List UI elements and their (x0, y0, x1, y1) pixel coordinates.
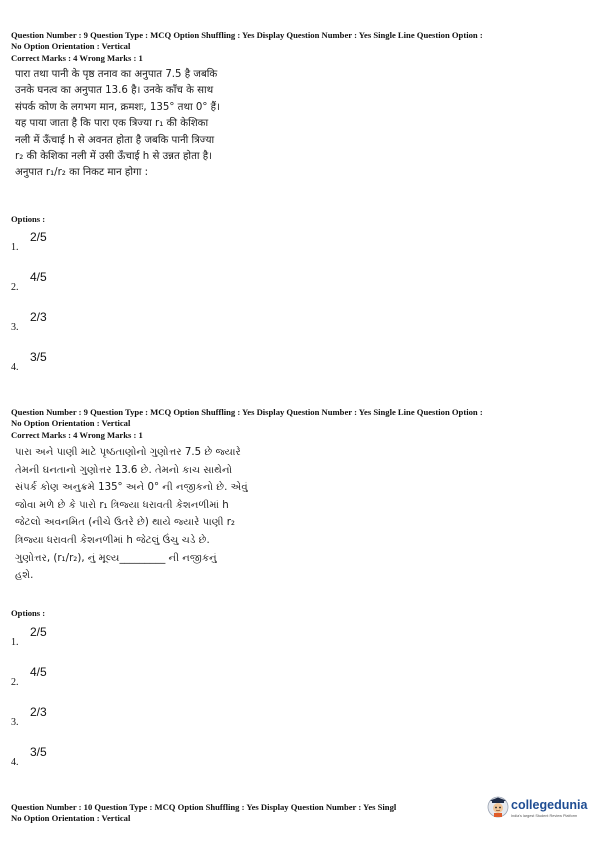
question-text-line: સંપર્ક કોણ અનુક્રમે 135° અને 0° ની નજીકનો છે. એવું (15, 482, 248, 494)
option-number: 1. (11, 637, 19, 648)
question-meta-line: Question Number : 10 Question Type : MCQ Option Shuffling : Yes Display Question Number : Yes Singl (11, 802, 397, 812)
option-item[interactable] (11, 625, 131, 655)
question-meta-line: No Option Orientation : Vertical (11, 40, 131, 51)
collegedunia-logo (487, 796, 593, 826)
question-text-line: पारा तथा पानी के पृष्ठ तनाव का अनुपात 7.5 है जबकि (15, 69, 218, 80)
question-text-line: જેટલો અવનમિત (નીચે ઉતરે છે) થાયે જ્યારે પાણી r₂ (15, 517, 235, 529)
question-text-line: संपर्क कोण के लगभग मान, क्रमशः, 135° तथा 0° हैं। (15, 101, 220, 113)
option-item[interactable] (11, 665, 131, 695)
option-number: 3. (11, 322, 19, 333)
option-value: 3/5 (30, 350, 47, 364)
option-number: 1. (11, 242, 19, 253)
options-label: Options : (11, 214, 46, 224)
option-number: 2. (11, 677, 19, 688)
question-text-line: ત્રિજ્યા ધરાવતી કેશનળીમાં h જેટલું ઉંચુ ચડે છે. (15, 534, 210, 546)
question-meta-line: Question Number : 9 Question Type : MCQ Option Shuffling : Yes Display Question Number : Yes Single Line Question Option : (11, 30, 483, 40)
question-header (11, 802, 481, 823)
question-meta-line: No Option Orientation : Vertical (11, 417, 131, 428)
option-value: 4/5 (30, 270, 47, 284)
question-meta-line: Question Number : 9 Question Type : MCQ Option Shuffling : Yes Display Question Number : Yes Single Line Question Option : (11, 407, 483, 417)
option-value: 2/3 (30, 310, 47, 324)
options-label: Options : (11, 608, 46, 618)
question-text-line: नली में ऊँचाई h से अवनत होता है जबकि पानी त्रिज्या (15, 134, 215, 146)
option-number: 3. (11, 717, 19, 728)
question-header (11, 30, 586, 64)
option-item[interactable] (11, 310, 131, 340)
option-number: 4. (11, 757, 19, 768)
option-number: 2. (11, 282, 19, 293)
marks-line: Correct Marks : 4 Wrong Marks : 1 (11, 53, 143, 63)
option-value: 2/5 (30, 230, 47, 244)
question-text-line: ગુણોત્તર, (r₁/r₂), નું મૂલ્ય_________ ની નજીકનું (15, 552, 217, 564)
logo-wordmark: collegedunia (511, 798, 588, 812)
question-text-line: अनुपात r₁/r₂ का निकट मान होगा : (15, 167, 149, 179)
option-value: 3/5 (30, 745, 47, 759)
question-text-line: જોવા મળે છે કે પારો r₁ ત્રિજ્યા ધરાવતી કેશનળીમાં h (15, 499, 229, 511)
question-text-line: તેમની ઘનતાનો ગુણોત્તર 13.6 છે. તેમનો કાચ સાથેનો (15, 464, 233, 476)
question-text-line: r₂ की केशिका नली में उसी ऊँचाई h से उन्नत होता है। (15, 151, 213, 163)
question-text (15, 444, 285, 585)
question-header (11, 407, 586, 441)
option-item[interactable] (11, 705, 131, 735)
question-text-line: उनके घनत्व का अनुपात 13.6 है। उनके काँच के साथ (15, 85, 214, 97)
option-item[interactable] (11, 230, 131, 260)
question-text-line: પારા અને પાણી માટે પૃષ્ઠતાણોનો ગુણોત્તર 7.5 છે જ્યારે (15, 447, 241, 458)
mascot-icon (487, 796, 509, 818)
option-value: 2/3 (30, 705, 47, 719)
question-text-line: यह पाया जाता है कि पारा एक त्रिज्या r₁ की केशिका (15, 118, 209, 130)
option-item[interactable] (11, 745, 131, 775)
question-text-line: હશે. (15, 570, 34, 582)
option-value: 2/5 (30, 625, 47, 639)
question-meta-line: No Option Orientation : Vertical (11, 812, 131, 823)
marks-line: Correct Marks : 4 Wrong Marks : 1 (11, 430, 143, 440)
option-number: 4. (11, 362, 19, 373)
option-item[interactable] (11, 350, 131, 380)
logo-tagline: India's largest Student Review Platform (511, 814, 578, 818)
question-text (15, 67, 285, 182)
option-value: 4/5 (30, 665, 47, 679)
option-item[interactable] (11, 270, 131, 300)
